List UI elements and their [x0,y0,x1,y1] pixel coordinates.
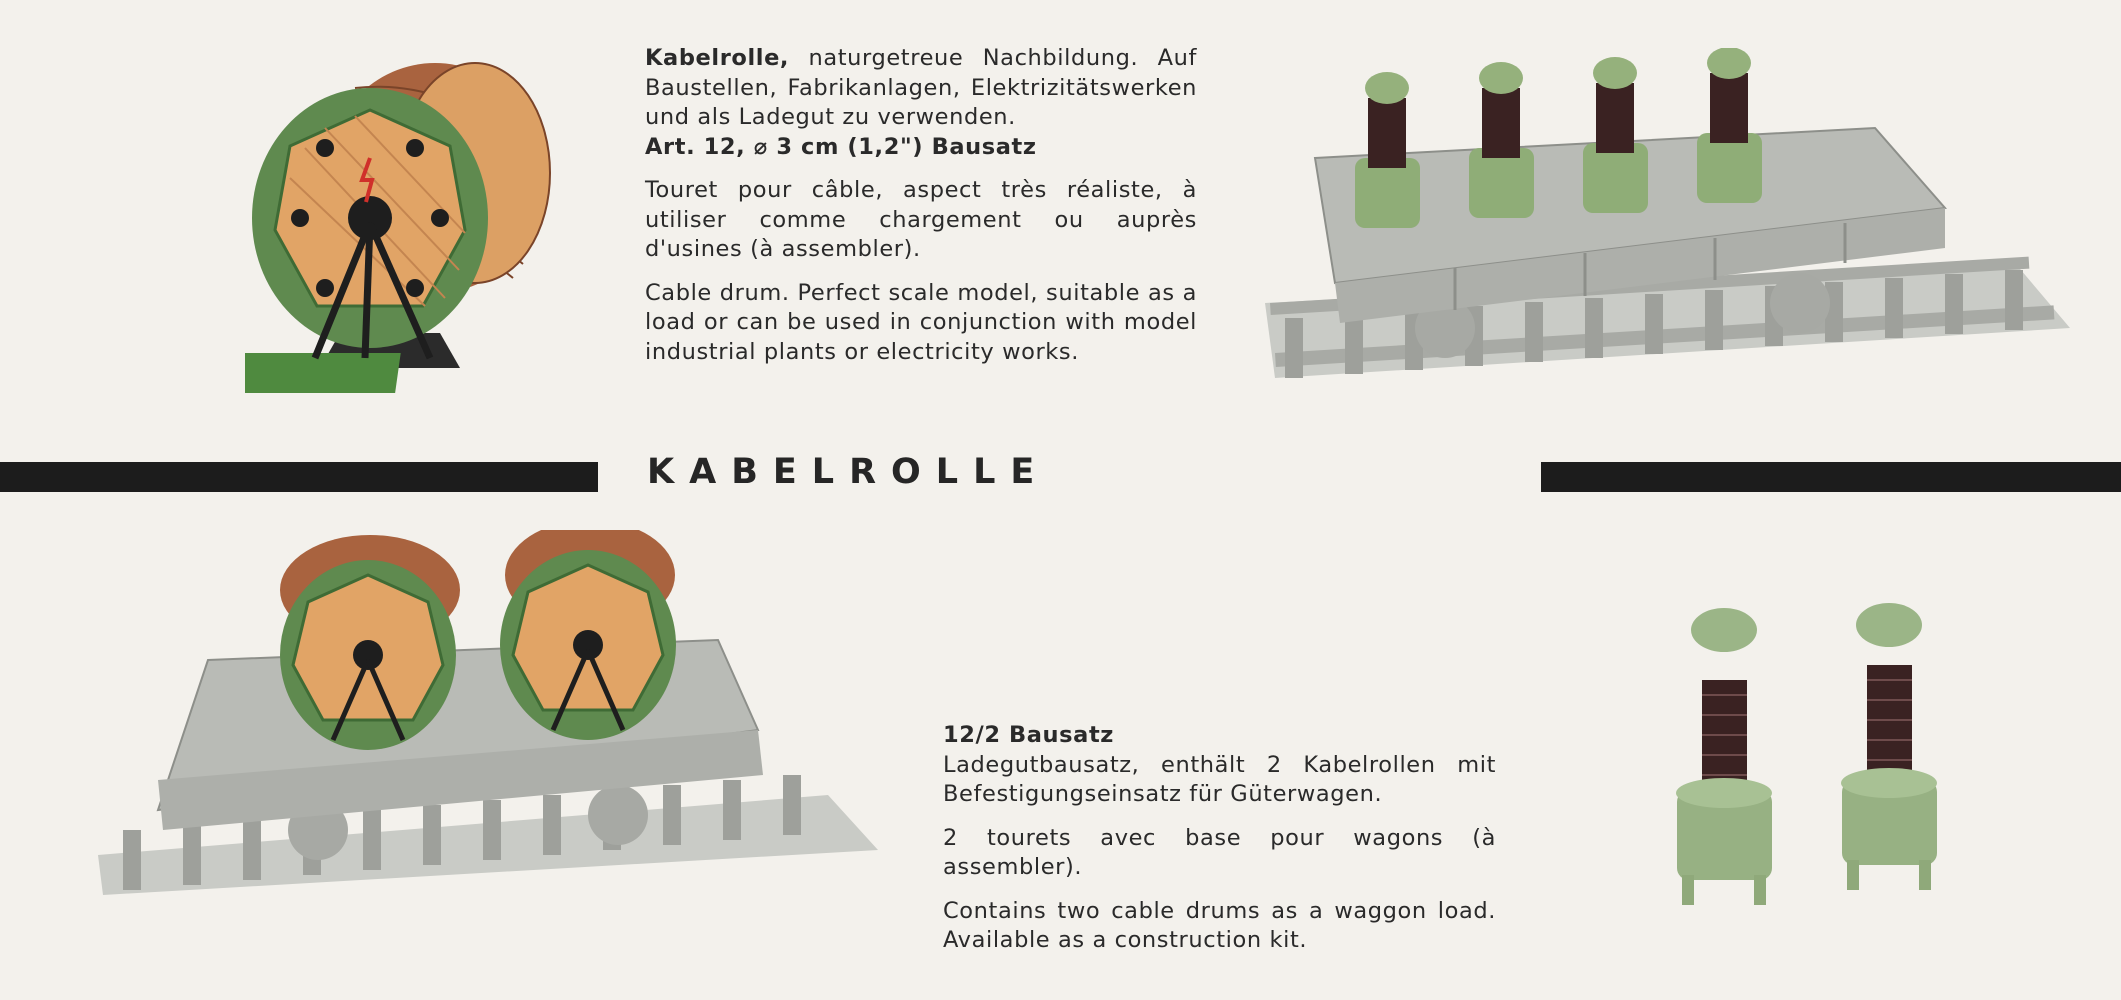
insulator-pair-illustration [1652,595,1972,925]
item-12-german-text: naturgetreue Nachbildung. Auf Baustellen, Fabrikanlagen, Elektrizitätswerken und als Ladegut zu verwenden. [645,45,1197,130]
section-title: KABELROLLE [647,452,1050,492]
item-12-2-french-text: 2 tourets avec base pour wagons (à assembler). [943,824,1496,880]
item-12-french-text: Touret pour câble, aspect très réaliste, à utiliser comme chargement ou auprès d'usines (à assembler). [645,177,1197,262]
item-12-2-german-text: Ladegutbausatz, enthält 2 Kabelrollen mit Befestigungseinsatz für Güterwagen. [943,751,1496,807]
divider-bar-left [0,462,598,492]
divider-bar-right [1541,462,2121,492]
item-12-article-line: Art. 12, ⌀ 3 cm (1,2") Bausatz [645,133,1037,160]
two-drum-wagon-illustration [98,530,878,915]
item-12-2-heading: 12/2 Bausatz [943,722,1114,748]
item-12-description [645,44,1197,381]
item-12-english-text: Cable drum. Perfect scale model, suitable as a load or can be used in conjunction with model industrial plants or electricity works. [645,279,1197,365]
item-12-name: Kabelrolle, [645,45,790,71]
item-12-2-english-text: Contains two cable drums as a waggon load. Available as a construction kit. [943,897,1496,953]
item-12-2-description [943,721,1496,970]
insulator-wagon-illustration [1255,48,2070,428]
cable-drum-illustration [245,38,585,433]
